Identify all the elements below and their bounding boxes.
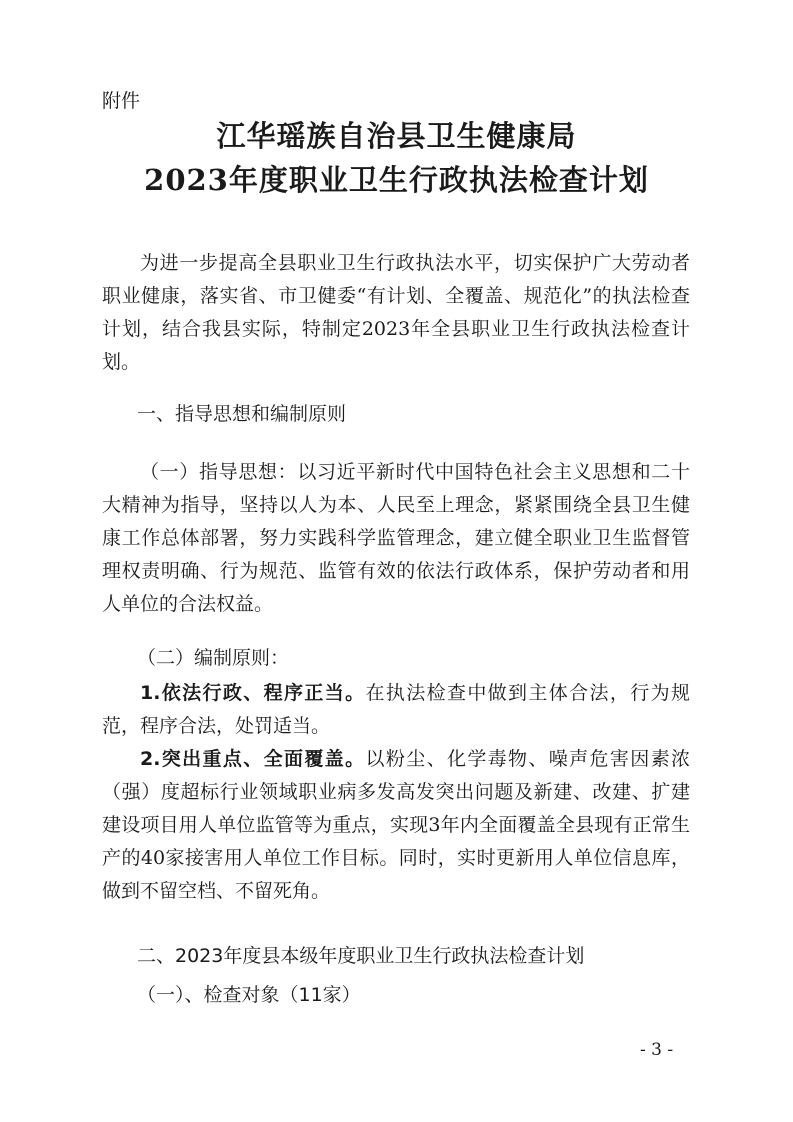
inspection-targets-heading: （一）、检查对象（11家） <box>137 984 361 1006</box>
guiding-ideology-label: （一）指导思想： <box>140 461 298 483</box>
section1-heading: 一、指导思想和编制原则 <box>137 403 347 425</box>
guiding-ideology-block <box>102 456 690 621</box>
principles-list <box>102 677 690 908</box>
principle-text: 在执法检查中做到主体合法，行为规范，程序合法，处罚适当。 <box>102 682 690 737</box>
document-title-line1: 江华瑶族自治县卫生健康局 <box>216 119 577 153</box>
intro-paragraph: 为进一步提高全县职业卫生行政执法水平，切实保护广大劳动者职业健康，落实省、市卫健委“有计划、全覆盖、规范化”的执法检查计划，结合我县实际，特制定2023年全县职业卫生行政执法检查计划。 <box>102 252 690 373</box>
guiding-ideology-paragraph <box>102 456 690 621</box>
principles-heading: （二）编制原则： <box>137 647 290 669</box>
principle-item <box>102 677 690 743</box>
guiding-ideology-text: 以习近平新时代中国特色社会主义思想和二十大精神为指导，坚持以人为本、人民至上理念，紧紧围绕全县卫生健康工作总体部署，努力实践科学监管理念，建立健全职业卫生监督管理权责明确、行为规范、监管有效的依法行政体系，保护劳动者和用人单位的合法权益。 <box>102 461 690 615</box>
document-title-line2: 2023年度职业卫生行政执法检查计划 <box>144 163 649 197</box>
principle-text: 以粉尘、化学毒物、噪声危害因素浓（强）度超标行业领域职业病多发高发突出问题及新建、改建、扩建建设项目用人单位监管等为重点，实现3年内全面覆盖全县现有正常生产的40家接害用人单位工作目标。同时，实时更新用人单位信息库，做到不留空档、不留死角。 <box>102 748 690 902</box>
attachment-label: 附件 <box>102 90 141 112</box>
principle-title: 2.突出重点、全面覆盖。 <box>140 748 366 770</box>
section2-heading: 二、2023年度县本级年度职业卫生行政执法检查计划 <box>137 945 585 967</box>
principle-title: 1.依法行政、程序正当。 <box>140 682 366 704</box>
principle-item <box>102 743 690 908</box>
intro-paragraph-block <box>102 247 690 379</box>
page-number: - 3 - <box>640 1040 674 1060</box>
